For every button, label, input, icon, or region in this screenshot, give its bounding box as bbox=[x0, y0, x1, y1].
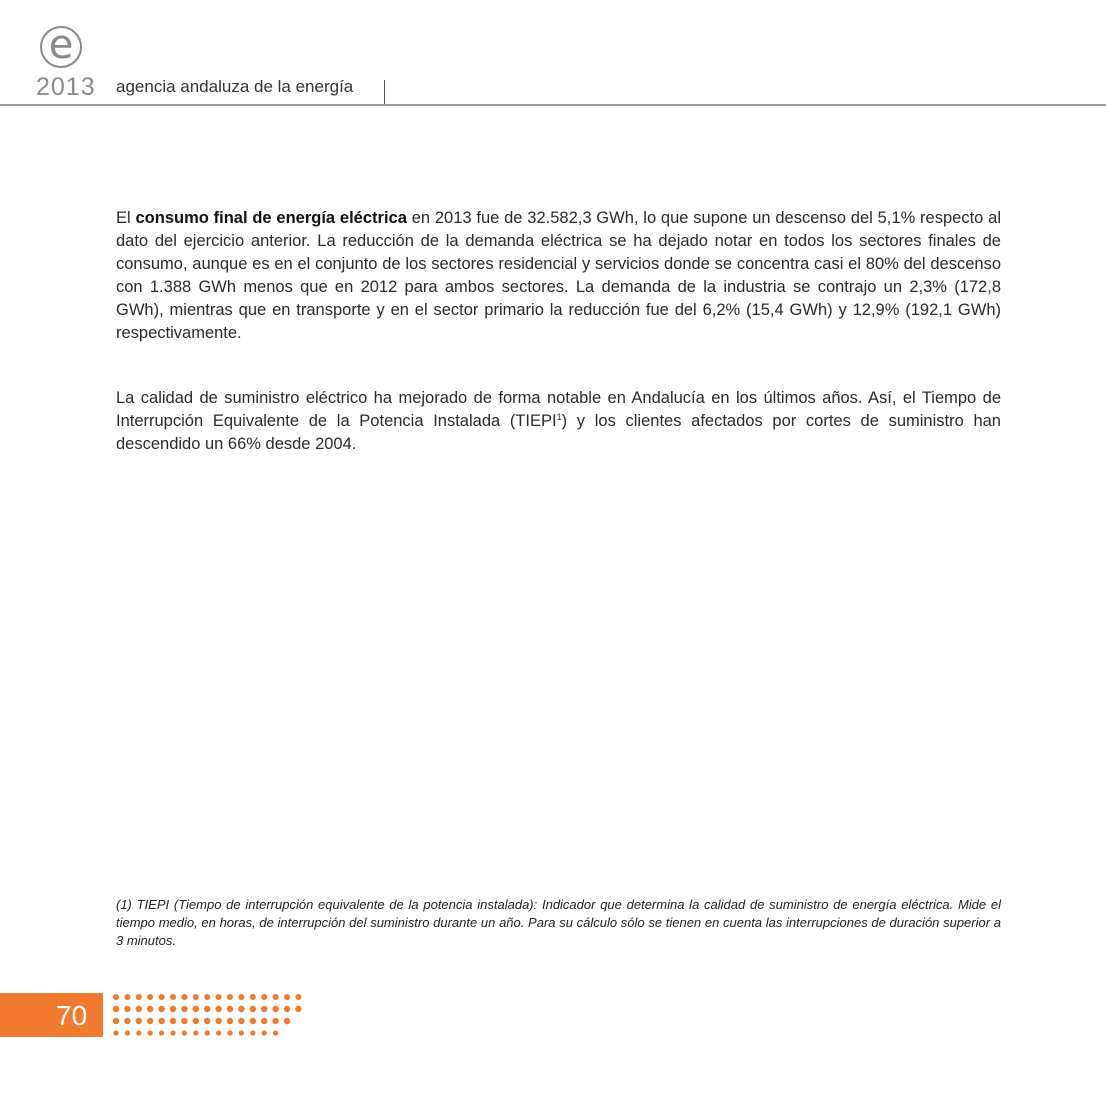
decorative-dot bbox=[159, 994, 165, 1000]
decorative-dot bbox=[124, 994, 130, 1000]
decorative-dot bbox=[136, 1006, 142, 1012]
logo-e-icon: e bbox=[40, 26, 82, 68]
decorative-dot bbox=[204, 1018, 210, 1024]
decorative-dot bbox=[239, 1030, 244, 1035]
decorative-dot bbox=[272, 1018, 278, 1024]
decorative-dot bbox=[113, 994, 119, 1000]
decorative-dot bbox=[148, 1030, 153, 1035]
decorative-dot bbox=[216, 994, 222, 1000]
decorative-dot bbox=[204, 994, 210, 1000]
decorative-dot bbox=[124, 1006, 130, 1012]
decorative-dot bbox=[295, 994, 301, 1000]
decorative-dot bbox=[147, 994, 153, 1000]
decorative-dot bbox=[238, 994, 244, 1000]
decorative-dot bbox=[227, 1018, 233, 1024]
decorative-dot bbox=[295, 1006, 301, 1012]
decorative-dot bbox=[113, 1030, 118, 1035]
p1-bold-term: consumo final de energía eléctrica bbox=[135, 209, 407, 227]
decorative-dot bbox=[262, 1030, 267, 1035]
p2-text-pre: La calidad de suministro eléctrico ha mejorado de forma notable en Andalucía en los últimos años. Así, el Tiempo de Interrupción Equivalente de la Potencia Instalada (TIEPI bbox=[116, 389, 1001, 430]
decorative-dot bbox=[181, 1006, 187, 1012]
decorative-dot bbox=[204, 1006, 210, 1012]
decorative-dot bbox=[261, 1006, 267, 1012]
decorative-dot bbox=[205, 1030, 210, 1035]
decorative-dot bbox=[227, 994, 233, 1000]
decorative-dot bbox=[147, 1006, 153, 1012]
decorative-dot bbox=[227, 1006, 233, 1012]
decorative-dot bbox=[227, 1030, 232, 1035]
p1-text-pre: El bbox=[116, 209, 136, 227]
decorative-dot bbox=[181, 994, 187, 1000]
decorative-dot bbox=[250, 1030, 255, 1035]
decorative-dot bbox=[284, 1018, 290, 1024]
decorative-dot bbox=[113, 1018, 119, 1024]
decorative-dot bbox=[181, 1018, 187, 1024]
decorative-dot bbox=[193, 1006, 199, 1012]
decorative-dot bbox=[273, 994, 279, 1000]
decorative-dot bbox=[170, 1006, 176, 1012]
header-divider-tick bbox=[384, 80, 385, 104]
decorative-dot bbox=[170, 1018, 176, 1024]
decorative-dot bbox=[250, 994, 256, 1000]
decorative-dot bbox=[159, 1030, 164, 1035]
decorative-dot bbox=[284, 994, 290, 1000]
decorative-dot bbox=[250, 1006, 256, 1012]
decorative-dot bbox=[170, 1030, 175, 1035]
decorative-dot bbox=[250, 1018, 256, 1024]
paragraph-electric-consumption bbox=[116, 207, 1001, 345]
decorative-dot bbox=[193, 994, 199, 1000]
decorative-dot bbox=[193, 1030, 198, 1035]
decorative-dot bbox=[216, 1030, 221, 1035]
decorative-dot bbox=[170, 994, 176, 1000]
footnote-ref-1: 1 bbox=[556, 412, 562, 422]
decorative-dot bbox=[273, 1030, 278, 1035]
p2-text-post: ) y los clientes afectados por cortes de suministro han descendido un 66% desde 2004. bbox=[116, 412, 1001, 453]
page-number-box bbox=[0, 993, 103, 1037]
decorative-dot bbox=[147, 1018, 153, 1024]
decorative-dot bbox=[238, 1006, 244, 1012]
decorative-dot bbox=[261, 994, 267, 1000]
decorative-dot bbox=[125, 1030, 130, 1035]
decorative-dot bbox=[182, 1030, 187, 1035]
decorative-dot bbox=[136, 1030, 141, 1035]
header-year: 2013 bbox=[36, 73, 96, 101]
paragraph-supply-quality bbox=[116, 387, 1001, 456]
decorative-dot bbox=[113, 1006, 119, 1012]
decorative-dot bbox=[136, 1018, 142, 1024]
page-number: 70 bbox=[56, 1000, 88, 1031]
decorative-dot bbox=[124, 1018, 130, 1024]
decorative-dot bbox=[238, 1018, 244, 1024]
decorative-dot bbox=[193, 1018, 199, 1024]
footnote: (1) TIEPI (Tiempo de interrupción equivalente de la potencia instalada): Indicador que determina la calidad de suministro de energía eléctrica. Mide el tiempo medio, en horas, de interrupción del suministro durante un año. Para su cálculo sólo se tienen en cuenta las interrupciones de duración superior a 3 minutos. bbox=[116, 897, 1001, 948]
decorative-dot bbox=[136, 994, 142, 1000]
decorative-dot bbox=[215, 1018, 221, 1024]
decorative-dot bbox=[261, 1018, 267, 1024]
decorative-dot-pattern bbox=[104, 990, 314, 1042]
decorative-dot bbox=[284, 1006, 290, 1012]
decorative-dot bbox=[215, 1006, 221, 1012]
decorative-dot bbox=[272, 1006, 278, 1012]
header-agency-name: agencia andaluza de la energía bbox=[116, 77, 354, 96]
decorative-dot bbox=[158, 1018, 164, 1024]
p1-text-post: en 2013 fue de 32.582,3 GWh, lo que supone un descenso del 5,1% respecto al dato del ejercicio anterior. La reducción de la demanda eléctrica se ha dejado notar en todos los sectores finales de consumo, aunque es en el conjunto de los sectores residencial y servicios donde se concentra casi el 80% del descenso con 1.388 GWh menos que en 2012 para ambos sectores. La demanda de la industria se contrajo un 2,3% (172,8 GWh), mientras que en transporte y en el sector primario la reducción fue del 6,2% (15,4 GWh) y 12,9% (192,1 GWh) respectivamente. bbox=[116, 209, 1001, 342]
decorative-dot bbox=[158, 1006, 164, 1012]
header-rule bbox=[0, 104, 1106, 106]
